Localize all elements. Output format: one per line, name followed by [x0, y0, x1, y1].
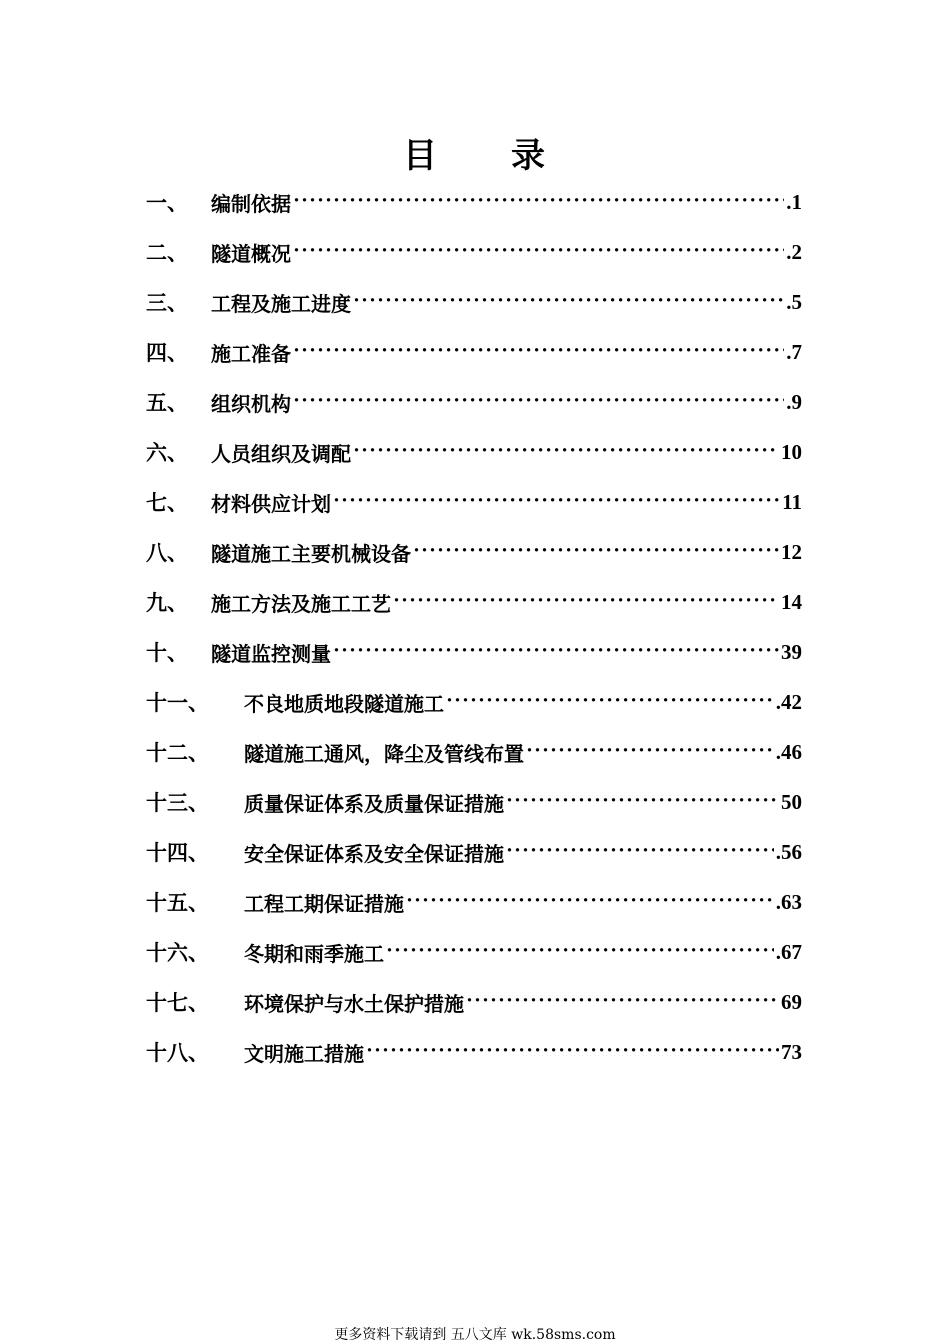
toc-entry-title: 安全保证体系及安全保证措施: [244, 841, 504, 866]
toc-entry-title: 隧道概况: [211, 241, 291, 266]
toc-entry[interactable]: [146, 227, 802, 277]
toc-entry-number: 十四、: [146, 840, 209, 865]
toc-entry[interactable]: [146, 477, 802, 527]
toc-entry[interactable]: [146, 727, 802, 777]
dot-leader: [406, 888, 774, 913]
dot-leader: [506, 838, 774, 863]
toc-entry-page: .56: [775, 839, 802, 864]
dot-leader: [466, 988, 779, 1013]
toc-entry-title: 不良地质地段隧道施工: [244, 691, 444, 716]
toc-entry-page: .67: [775, 939, 802, 964]
toc-entry-number: 九、: [146, 590, 188, 615]
dot-leader: [353, 288, 784, 313]
toc-entry[interactable]: [146, 1027, 802, 1077]
toc-entry-page: .2: [786, 239, 802, 264]
toc-entry-number: 十三、: [146, 790, 209, 815]
toc-entry[interactable]: [146, 327, 802, 377]
toc-entry[interactable]: [146, 827, 802, 877]
toc-entry-number: 十七、: [146, 990, 209, 1015]
toc-entry-number: 十五、: [146, 890, 209, 915]
toc-entry-number: 八、: [146, 540, 188, 565]
toc-entry-number: 七、: [146, 490, 188, 515]
toc-entry-page: 39: [781, 639, 802, 664]
toc-entry[interactable]: [146, 677, 802, 727]
toc-entry-number: 三、: [146, 290, 188, 315]
dot-leader: [386, 938, 774, 963]
page-title: 目 录: [403, 136, 547, 176]
toc-entry-page: .46: [775, 739, 802, 764]
toc-entry-title: 环境保护与水土保护措施: [244, 991, 464, 1016]
footer-note: 更多资料下载请到 五八文库 wk.58sms.com: [334, 1327, 616, 1343]
toc-entry-number: 十一、: [146, 690, 209, 715]
toc-entry-page: 10: [781, 439, 802, 464]
toc-entry-page: 14: [781, 589, 802, 614]
toc-entry-number: 四、: [146, 340, 188, 365]
toc-entry-title: 隧道监控测量: [211, 641, 331, 666]
dot-leader: [413, 538, 779, 563]
toc-entry-page: 11: [782, 489, 802, 514]
toc-entry[interactable]: [146, 627, 802, 677]
toc-entry-title: 材料供应计划: [211, 491, 331, 516]
toc-entry-title: 人员组织及调配: [211, 441, 351, 466]
toc-entry[interactable]: [146, 277, 802, 327]
toc-entry-title: 冬期和雨季施工: [244, 941, 384, 966]
toc-entry-page: .1: [786, 189, 802, 214]
toc-entry-number: 二、: [146, 240, 188, 265]
toc-entry-title: 隧道施工主要机械设备: [211, 541, 411, 566]
toc-entry-page: .42: [775, 689, 802, 714]
toc-entry[interactable]: [146, 527, 802, 577]
toc-entry-number: 十、: [146, 640, 188, 665]
toc-entry-page: 69: [781, 989, 802, 1014]
dot-leader: [506, 788, 779, 813]
dot-leader: [333, 638, 779, 663]
toc-entry[interactable]: [146, 927, 802, 977]
toc-entry-title: 组织机构: [211, 391, 291, 416]
toc-entry-page: .63: [775, 889, 802, 914]
toc-entry-number: 六、: [146, 440, 188, 465]
toc-entry-number: 十六、: [146, 940, 209, 965]
toc-entry[interactable]: [146, 177, 802, 227]
toc-entry-page: .7: [786, 339, 802, 364]
toc-entry[interactable]: [146, 977, 802, 1027]
toc-entry-title: 编制依据: [211, 191, 291, 216]
toc-entry[interactable]: [146, 877, 802, 927]
dot-leader: [333, 488, 780, 513]
dot-leader: [353, 438, 779, 463]
toc-entry-title: 质量保证体系及质量保证措施: [244, 791, 504, 816]
dot-leader: [526, 738, 774, 763]
toc-entry-title: 隧道施工通风，降尘及管线布置: [244, 741, 524, 766]
toc-entry-number: 十八、: [146, 1040, 209, 1065]
toc-entry-page: 12: [781, 539, 802, 564]
dot-leader: [293, 338, 784, 363]
toc-entry-title: 工程及施工进度: [211, 291, 351, 316]
toc-entry[interactable]: [146, 427, 802, 477]
toc-entry-page: .9: [786, 389, 802, 414]
toc-entry[interactable]: [146, 377, 802, 427]
dot-leader: [366, 1038, 779, 1063]
toc-entry[interactable]: [146, 577, 802, 627]
toc-entry-page: .5: [786, 289, 802, 314]
table-of-contents: [146, 177, 802, 1077]
toc-entry-title: 施工方法及施工工艺: [211, 591, 391, 616]
dot-leader: [293, 188, 784, 213]
toc-entry-page: 50: [781, 789, 802, 814]
toc-entry-number: 五、: [146, 390, 188, 415]
dot-leader: [446, 688, 774, 713]
toc-entry-page: 73: [781, 1039, 802, 1064]
toc-entry[interactable]: [146, 777, 802, 827]
dot-leader: [393, 588, 779, 613]
toc-entry-title: 工程工期保证措施: [244, 891, 404, 916]
toc-entry-number: 十二、: [146, 740, 209, 765]
dot-leader: [293, 238, 784, 263]
toc-entry-title: 施工准备: [211, 341, 291, 366]
dot-leader: [293, 388, 784, 413]
toc-entry-number: 一、: [146, 190, 188, 215]
toc-entry-title: 文明施工措施: [244, 1041, 364, 1066]
